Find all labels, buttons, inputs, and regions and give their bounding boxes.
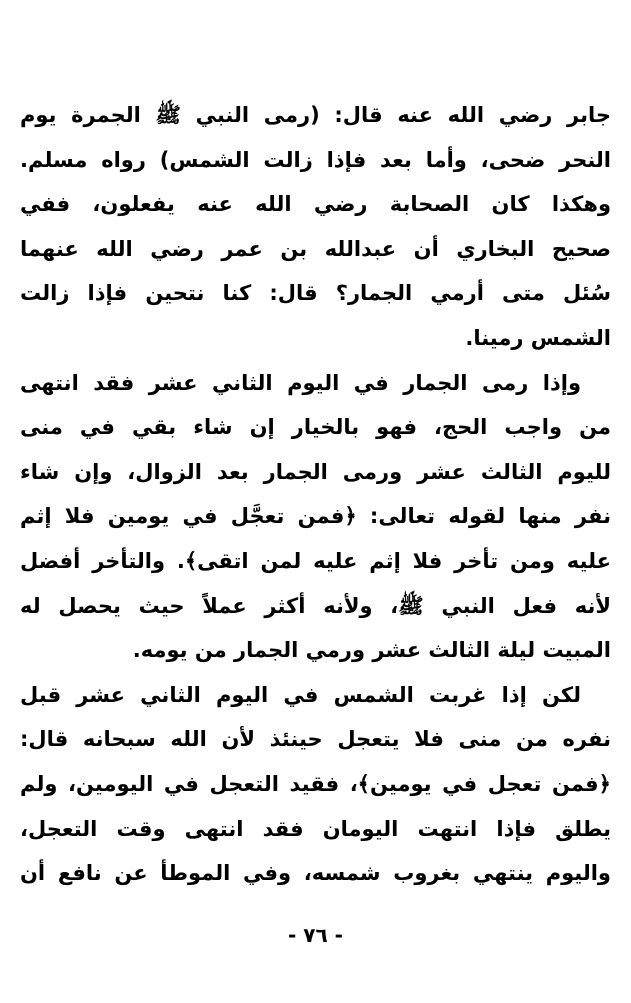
text-line-9: لليوم الثالث عشر ورمى الجمار بعد الزوال، وإن شاء — [20, 459, 611, 484]
page-number: - ٧٦ - — [288, 923, 343, 947]
text-line-8: من واجب الحج، فهو بالخيار إن شاء بقي في منى — [20, 415, 611, 440]
text-line-2: النحر ضحى، وأما بعد فإذا زالت الشمس) رواه مسلم. — [20, 147, 611, 172]
body-text — [20, 93, 611, 896]
text-line-11: عليه ومن تأخر فلا إثم عليه لمن اتقى﴾. والتأخر أفضل — [20, 548, 611, 573]
text-line-6: الشمس رمينا. — [465, 325, 611, 350]
text-line-10: نفر منها لقوله تعالى: ﴿فمن تعجَّل في يومين فلا إثم — [20, 504, 611, 529]
text-line-17: يطلق فإذا انتهت اليومان فقد انتهى وقت التعجل، — [20, 816, 611, 841]
text-line-1: جابر رضي الله عنه قال: (رمى النبي ﷺ الجمرة يوم — [20, 103, 611, 127]
text-line-12: لأنه فعل النبي ﷺ، ولأنه أكثر عملاً حيث يحصل له — [20, 593, 611, 618]
text-line-5: سُئل متى أرمي الجمار؟ قال: كنا نتحين فإذا زالت — [20, 281, 611, 306]
text-line-3: وهكذا كان الصحابة رضي الله عنه يفعلون، ففي — [20, 192, 611, 217]
text-line-14: لكن إذا غربت الشمس في اليوم الثاني عشر قبل — [20, 682, 581, 707]
text-line-13: المبيت ليلة الثالث عشر ورمي الجمار من يومه. — [132, 638, 611, 663]
text-line-15: نفره من منى فلا يتعجل حينئذ لأن الله سبحانه قال: — [20, 727, 611, 752]
text-line-4: صحيح البخاري أن عبدالله بن عمر رضي الله عنهما — [20, 236, 611, 261]
text-line-16: ﴿فمن تعجل في يومين﴾، فقيد التعجل في اليومين، ولم — [20, 771, 611, 796]
text-line-7: وإذا رمى الجمار في اليوم الثاني عشر فقد انتهى — [20, 370, 581, 395]
text-line-18: واليوم ينتهي بغروب شمسه، وفي الموطأ عن نافع أن — [20, 861, 611, 886]
